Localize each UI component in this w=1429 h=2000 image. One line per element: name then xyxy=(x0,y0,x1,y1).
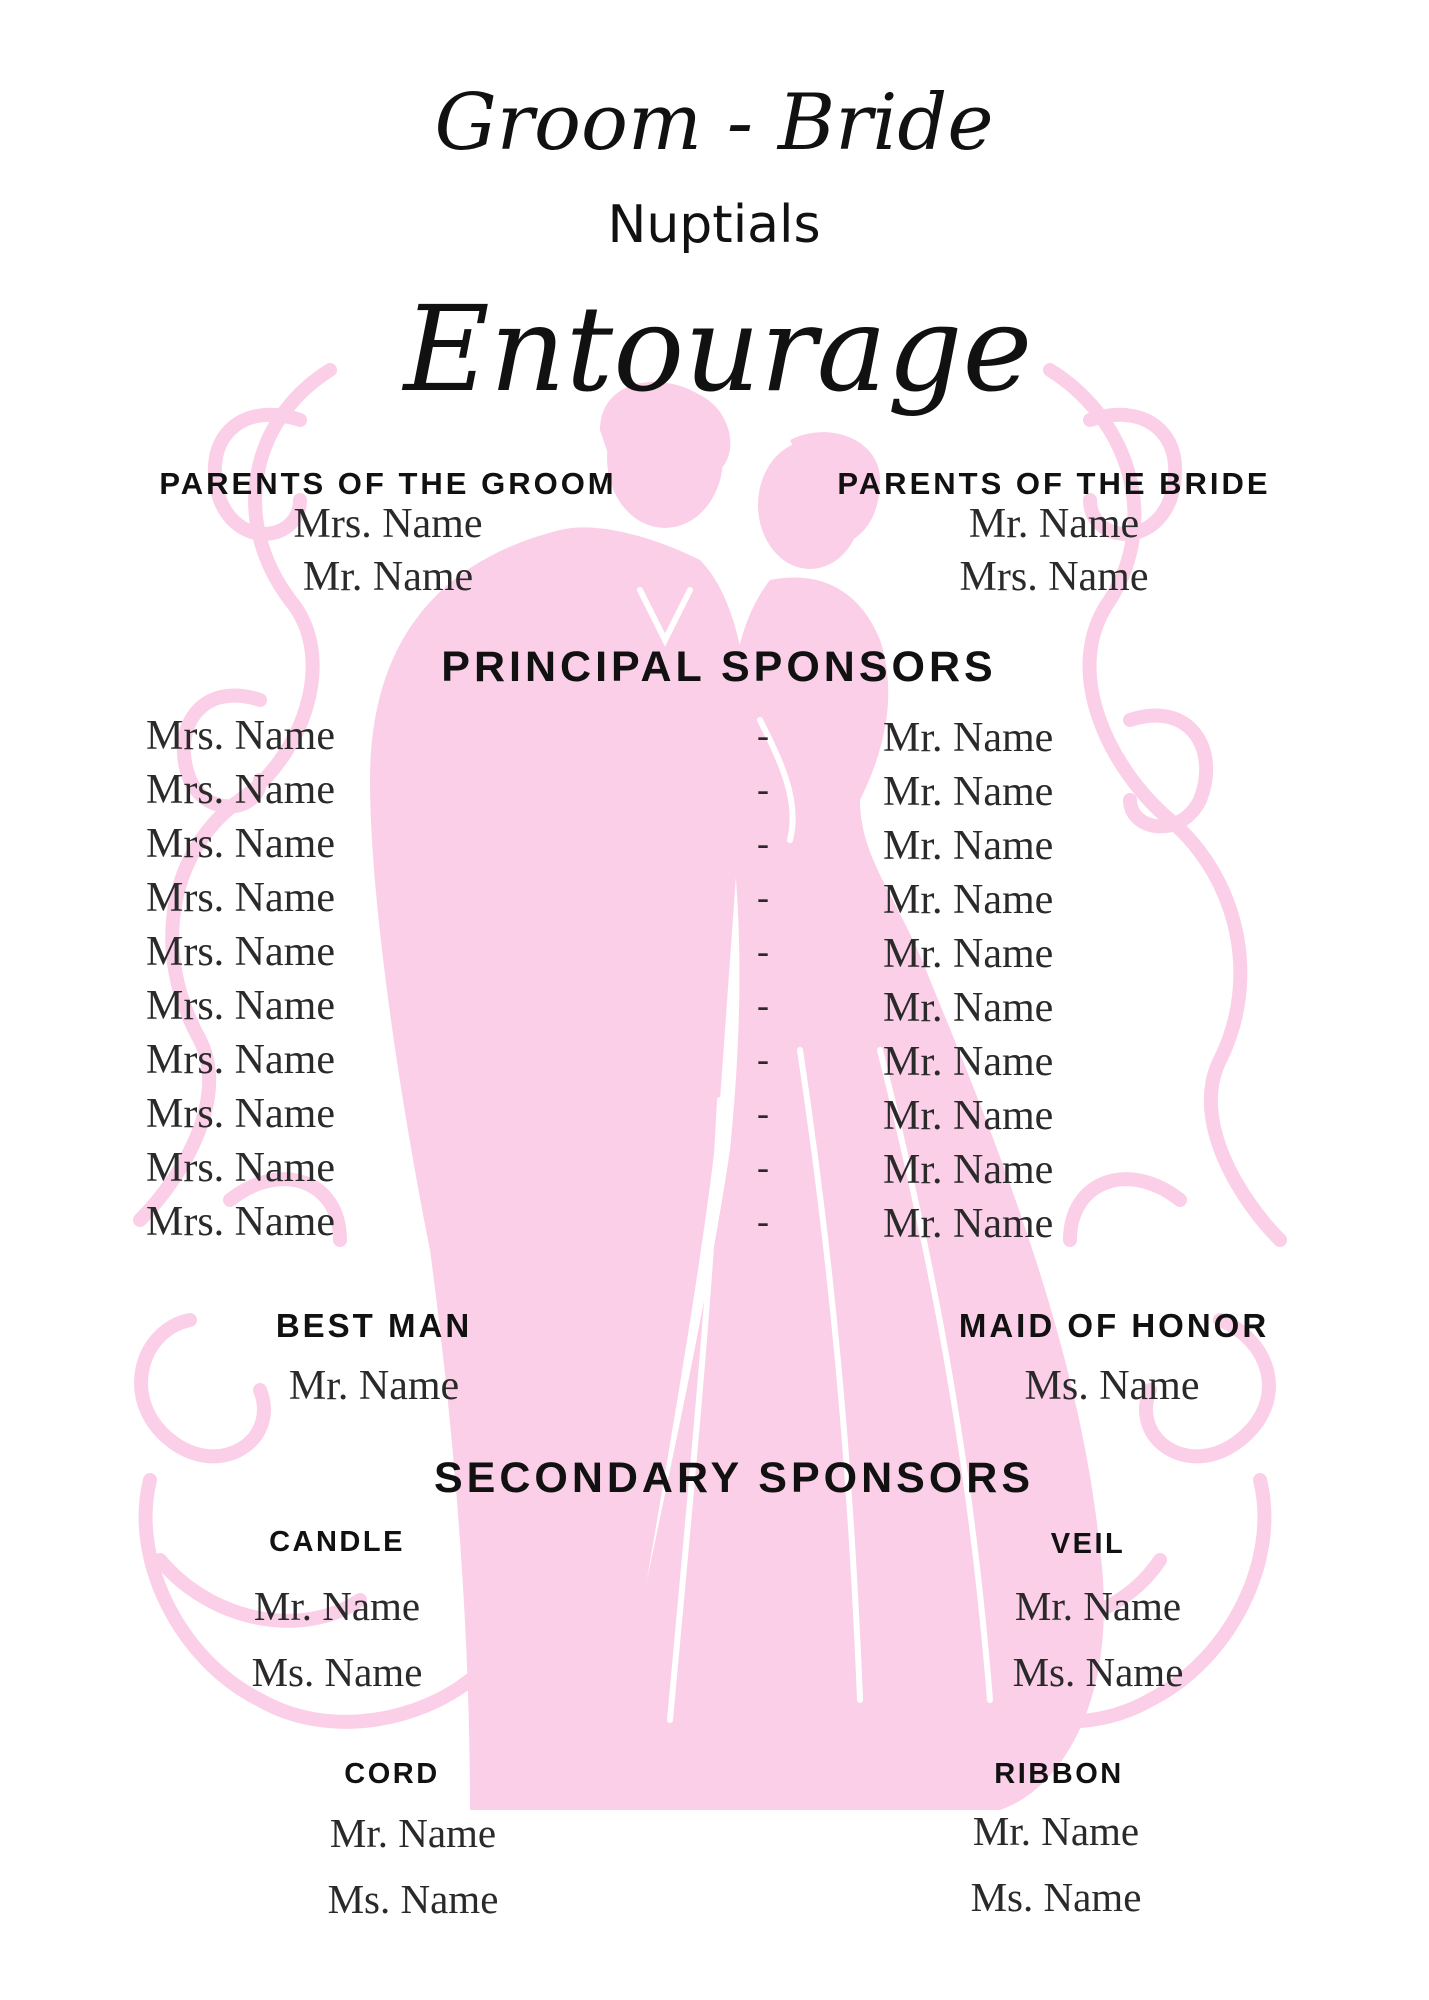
principal-sponsor-right: Mr. Name xyxy=(883,985,1054,1031)
candle-sponsor-name: Mr. Name xyxy=(253,1583,421,1629)
principal-sponsor-right: Mr. Name xyxy=(883,1201,1054,1247)
parents-bride-name: Mr. Name xyxy=(968,501,1140,547)
principal-sponsor-right: Mr. Name xyxy=(883,1093,1054,1139)
principal-sponsor-left: Mrs. Name xyxy=(146,875,335,921)
principal-sponsor-left: Mrs. Name xyxy=(146,929,335,975)
principal-sponsor-left: Mrs. Name xyxy=(146,1091,335,1137)
secondary-sponsors-heading: SECONDARY SPONSORS xyxy=(433,1454,1035,1502)
parents-groom-name: Mrs. Name xyxy=(293,501,483,547)
parents-bride-heading: PARENTS OF THE BRIDE xyxy=(837,466,1271,501)
parents-bride-name: Mrs. Name xyxy=(959,554,1149,600)
principal-sponsor-left: Mrs. Name xyxy=(146,713,335,759)
principal-sponsor-right: Mr. Name xyxy=(883,823,1054,869)
nuptials-subtitle: Nuptials xyxy=(607,195,821,255)
parents-groom-heading: PARENTS OF THE GROOM xyxy=(159,466,617,501)
cord-sponsor-name: Mr. Name xyxy=(329,1810,497,1856)
best-man-heading: BEST MAN xyxy=(275,1307,473,1344)
principal-sponsor-right: Mr. Name xyxy=(883,877,1054,923)
ribbon-heading: RIBBON xyxy=(994,1758,1124,1790)
ribbon-sponsor-name: Mr. Name xyxy=(972,1808,1140,1854)
veil-sponsor-name: Mr. Name xyxy=(1014,1583,1182,1629)
principal-sponsor-left: Mrs. Name xyxy=(146,1145,335,1191)
principal-sponsor-right: Mr. Name xyxy=(883,1147,1054,1193)
principal-sponsor-left: Mrs. Name xyxy=(146,821,335,867)
pair-separator: - xyxy=(757,715,769,755)
pair-separator: - xyxy=(757,985,769,1025)
principal-sponsor-left: Mrs. Name xyxy=(146,767,335,813)
pair-separator: - xyxy=(757,823,769,863)
pair-separator: - xyxy=(757,1039,769,1079)
veil-sponsor-name: Ms. Name xyxy=(1012,1649,1184,1695)
principal-sponsor-left: Mrs. Name xyxy=(146,1199,335,1245)
principal-sponsor-right: Mr. Name xyxy=(883,715,1054,761)
cord-sponsor-name: Ms. Name xyxy=(327,1876,499,1922)
couple-title: Groom - Bride xyxy=(434,78,994,168)
best-man-name: Mr. Name xyxy=(288,1363,460,1409)
principal-sponsor-left: Mrs. Name xyxy=(146,1037,335,1083)
maid-of-honor-name: Ms. Name xyxy=(1024,1363,1200,1409)
pair-separator: - xyxy=(757,931,769,971)
principal-sponsors-heading: PRINCIPAL SPONSORS xyxy=(441,643,997,691)
pair-separator: - xyxy=(757,1147,769,1187)
veil-heading: VEIL xyxy=(1050,1528,1126,1560)
ribbon-sponsor-name: Ms. Name xyxy=(970,1874,1142,1920)
principal-sponsor-right: Mr. Name xyxy=(883,931,1054,977)
pair-separator: - xyxy=(757,877,769,917)
candle-heading: CANDLE xyxy=(269,1526,405,1558)
pair-separator: - xyxy=(757,1093,769,1133)
principal-sponsor-right: Mr. Name xyxy=(883,769,1054,815)
parents-groom-name: Mr. Name xyxy=(302,554,474,600)
candle-sponsor-name: Ms. Name xyxy=(251,1649,423,1695)
maid-of-honor-heading: MAID OF HONOR xyxy=(958,1307,1270,1344)
principal-sponsor-right: Mr. Name xyxy=(883,1039,1054,1085)
cord-heading: CORD xyxy=(344,1758,440,1790)
pair-separator: - xyxy=(757,769,769,809)
principal-sponsor-left: Mrs. Name xyxy=(146,983,335,1029)
entourage-title: Entourage xyxy=(403,280,1033,418)
pair-separator: - xyxy=(757,1201,769,1241)
